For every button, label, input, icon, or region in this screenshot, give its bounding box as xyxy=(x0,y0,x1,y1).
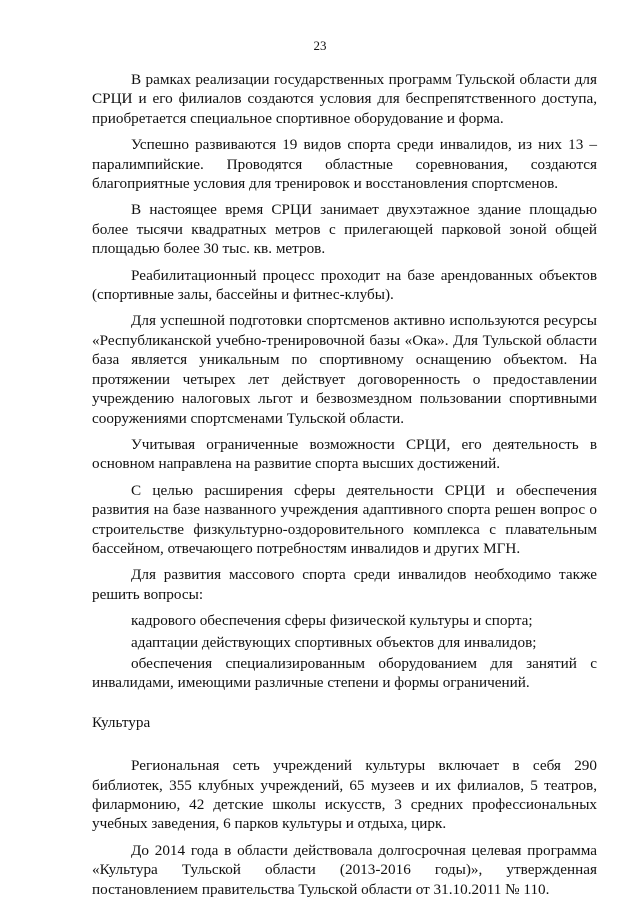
paragraph: Региональная сеть учреждений культуры включает в себя 290 библиотек, 355 клубных учреждений, 65 музеев и их филиалов, 5 театров, филармонию, 42 детские школы искусств, 3 средних профессиональных учебных заведения, 6 парков культуры и отдыха, цирк. xyxy=(92,757,597,833)
paragraph: До 2014 года в области действовала долгосрочная целевая программа «Культура Тульской области (2013-2016 годы)», утвержденная постановлением правительства Тульской области от 31.10.2011 № 110. xyxy=(92,841,597,898)
paragraph: Реабилитационный процесс проходит на базе арендованных объектов (спортивные залы, бассейны и фитнес-клубы). xyxy=(92,266,597,304)
list-item: кадрового обеспечения сферы физической культуры и спорта; xyxy=(131,612,533,630)
page-number: 23 xyxy=(313,38,327,53)
list-item: обеспечения специализированным оборудованием для занятий с инвалидами, имеющими различные степени и формы ограничений. xyxy=(92,654,597,692)
document-body xyxy=(92,70,597,906)
paragraph: Для успешной подготовки спортсменов активно используются ресурсы «Республиканской учебно-тренировочной базы «Ока». Для Тульской области база является уникальным по спортивному оснащению объектом. На протяжении четырех лет действует договоренность о предоставлении учреждению налоговых льгот и безвозмездном пользовании спортивными сооружениями спортсменами Тульской области. xyxy=(92,312,597,427)
paragraph: Успешно развиваются 19 видов спорта среди инвалидов, из них 13 – паралимпийские. Проводятся областные соревнования, создаются благоприятные условия для тренировок и восстановления спортсменов. xyxy=(92,136,597,193)
paragraph: В настоящее время СРЦИ занимает двухэтажное здание площадью более тысячи квадратных метров с прилегающей парковой зоной общей площадью более 30 тыс. кв. метров. xyxy=(92,201,597,258)
paragraph: В рамках реализации государственных программ Тульской области для СРЦИ и его филиалов создаются условия для беспрепятственного доступа, приобретается специальное спортивное оборудование и форма. xyxy=(92,71,597,127)
paragraph: Учитывая ограниченные возможности СРЦИ, его деятельность в основном направлена на развитие спорта высших достижений. xyxy=(92,435,597,473)
paragraph: С целью расширения сферы деятельности СРЦИ и обеспечения развития на базе названного учреждения адаптивного спорта решен вопрос о строительстве физкультурно-оздоровительного комплекса с плавательным бассейном, отвечающего потребностям инвалидов и других МГН. xyxy=(92,481,597,557)
list-item: адаптации действующих спортивных объектов для инвалидов; xyxy=(131,633,537,651)
paragraph: Для развития массового спорта среди инвалидов необходимо также решить вопросы: xyxy=(92,566,597,603)
section-heading: Культура xyxy=(92,713,151,731)
